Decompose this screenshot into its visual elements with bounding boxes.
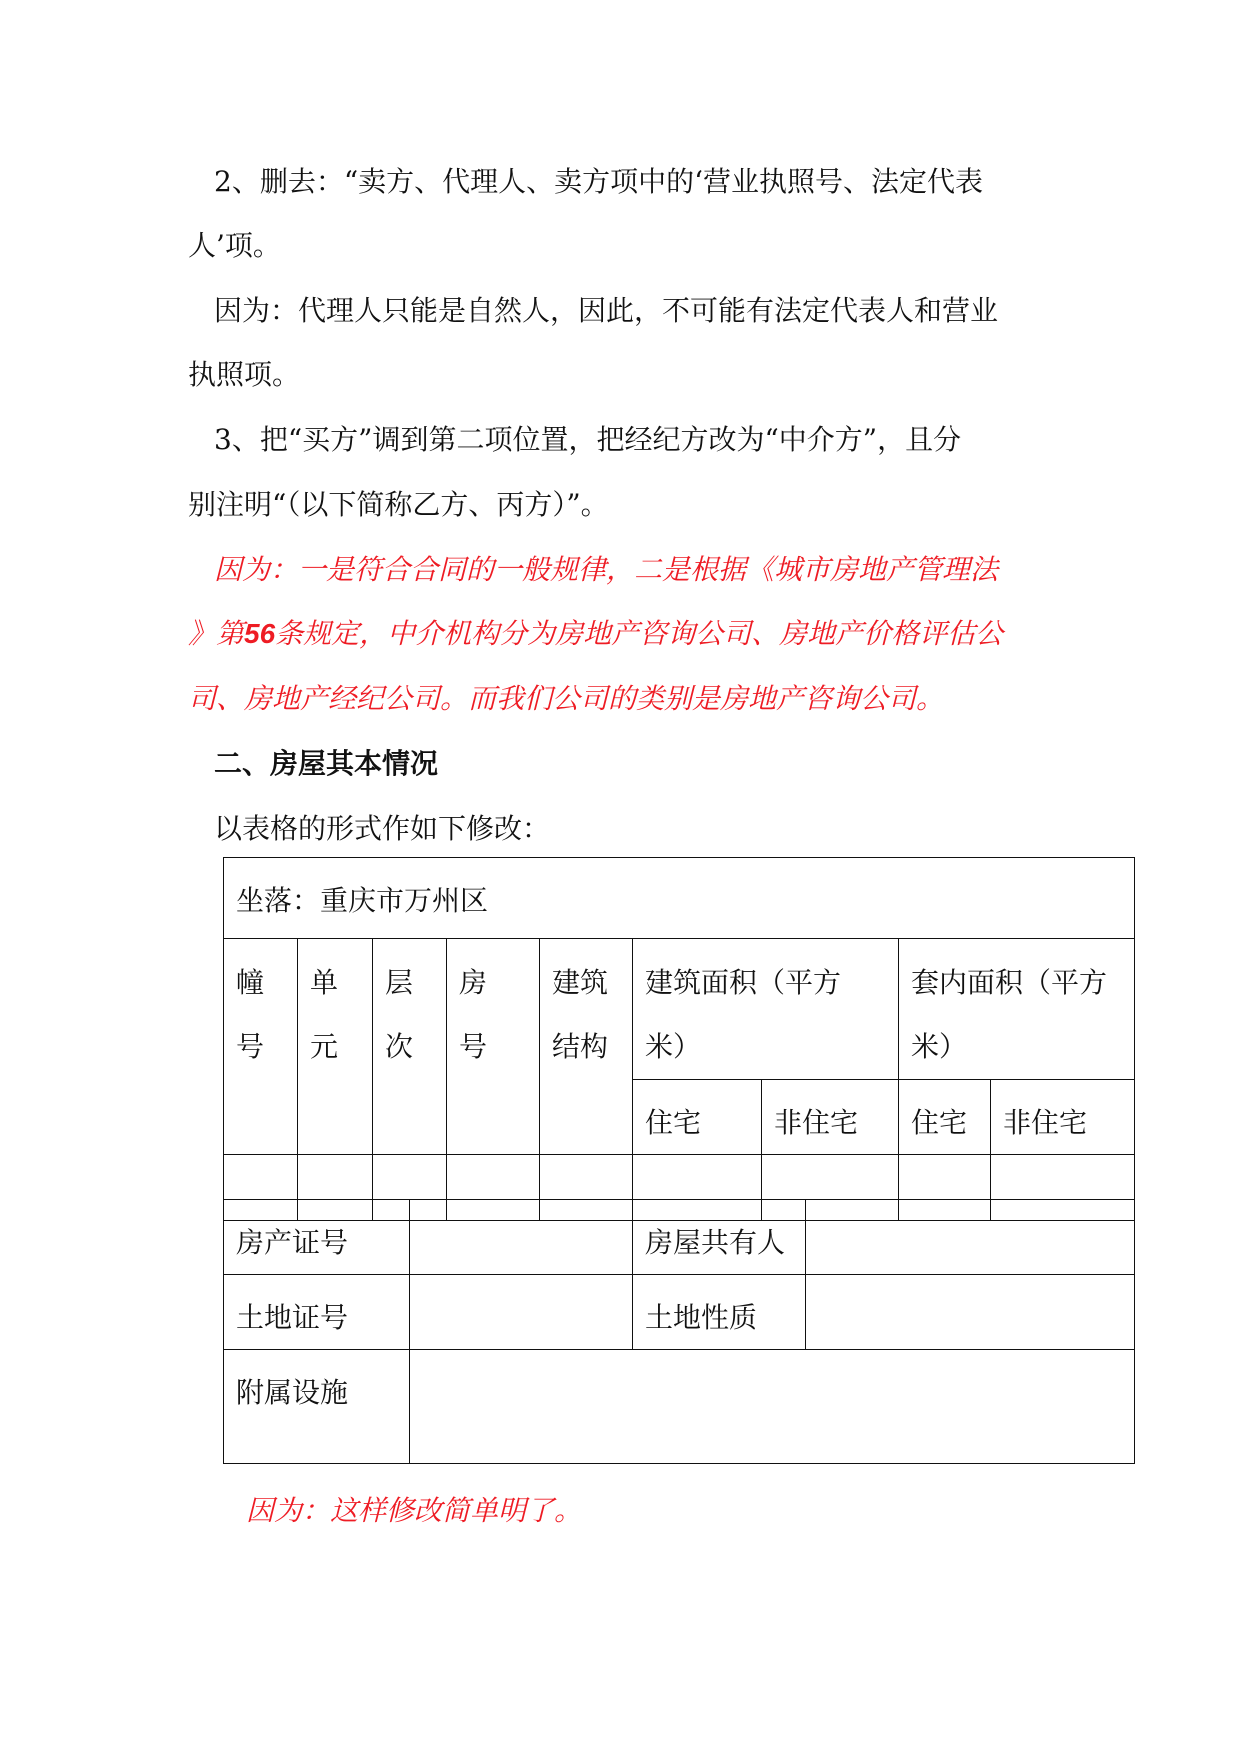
facilities-value — [410, 1350, 1135, 1464]
property-cert-value — [410, 1200, 633, 1275]
facilities-label: 附属设施 — [224, 1350, 410, 1464]
article-number: 56 — [244, 618, 276, 649]
header-non-residential-2: 非住宅 — [991, 1080, 1135, 1155]
co-owner-label: 房屋共有人 — [633, 1200, 806, 1275]
intro-line: 以表格的形式作如下修改： — [214, 812, 551, 845]
header-unit: 单 元 — [298, 939, 373, 1155]
closing-reason: 因为：这样修改简单明了。 — [246, 1494, 583, 1527]
reason-line-3: 司、房地产经纪公司。而我们公司的类别是房地产咨询公司。 — [188, 682, 945, 715]
header-structure: 建筑 结构 — [540, 939, 633, 1155]
header-residential: 住宅 — [633, 1080, 762, 1155]
land-nature-value — [806, 1275, 1135, 1350]
header-non-residential: 非住宅 — [762, 1080, 899, 1155]
header-floor: 层 次 — [373, 939, 447, 1155]
para-2-line-2: 执照项。 — [188, 358, 301, 391]
header-residential-2: 住宅 — [899, 1080, 991, 1155]
header-room: 房 号 — [447, 939, 540, 1155]
para-3-line-2: 别注明“（以下简称乙方、丙方）”。 — [188, 488, 609, 521]
co-owner-value — [806, 1200, 1135, 1275]
location-cell: 坐落：重庆市万州区 — [224, 858, 1135, 939]
property-table-bottom — [223, 1199, 1135, 1464]
para-3-line-1: 3、把“买方”调到第二项位置，把经纪方改为“中介方”，且分 — [214, 423, 962, 456]
para-1-line-1: 2、删去：“卖方、代理人、卖方项中的‘营业执照号、法定代表 — [214, 165, 984, 198]
land-cert-value — [410, 1275, 633, 1350]
section-heading: 二、房屋其本情况 — [214, 747, 439, 780]
property-cert-label: 房产证号 — [224, 1200, 410, 1275]
land-cert-label: 土地证号 — [224, 1275, 410, 1350]
para-2-line-1: 因为：代理人只能是自然人，因此，不可能有法定代表人和营业 — [214, 294, 999, 327]
land-nature-label: 土地性质 — [633, 1275, 806, 1350]
header-building: 幢 号 — [224, 939, 298, 1155]
header-build-area: 建筑面积（平方 米） — [633, 939, 899, 1080]
reason-line-2-post: 条规定，中介机构分为房地产咨询公司、房地产价格评估公 — [275, 617, 1004, 650]
reason-line-1: 因为：一是符合合同的一般规律，二是根据《城市房地产管理法 — [214, 553, 999, 586]
reason-line-2-pre: 》第 — [188, 617, 245, 650]
para-1-line-2: 人’项。 — [188, 229, 281, 262]
header-inner-area: 套内面积（平方 米） — [899, 939, 1135, 1080]
property-table-top — [223, 857, 1135, 1221]
reason-line-2 — [188, 614, 1003, 654]
